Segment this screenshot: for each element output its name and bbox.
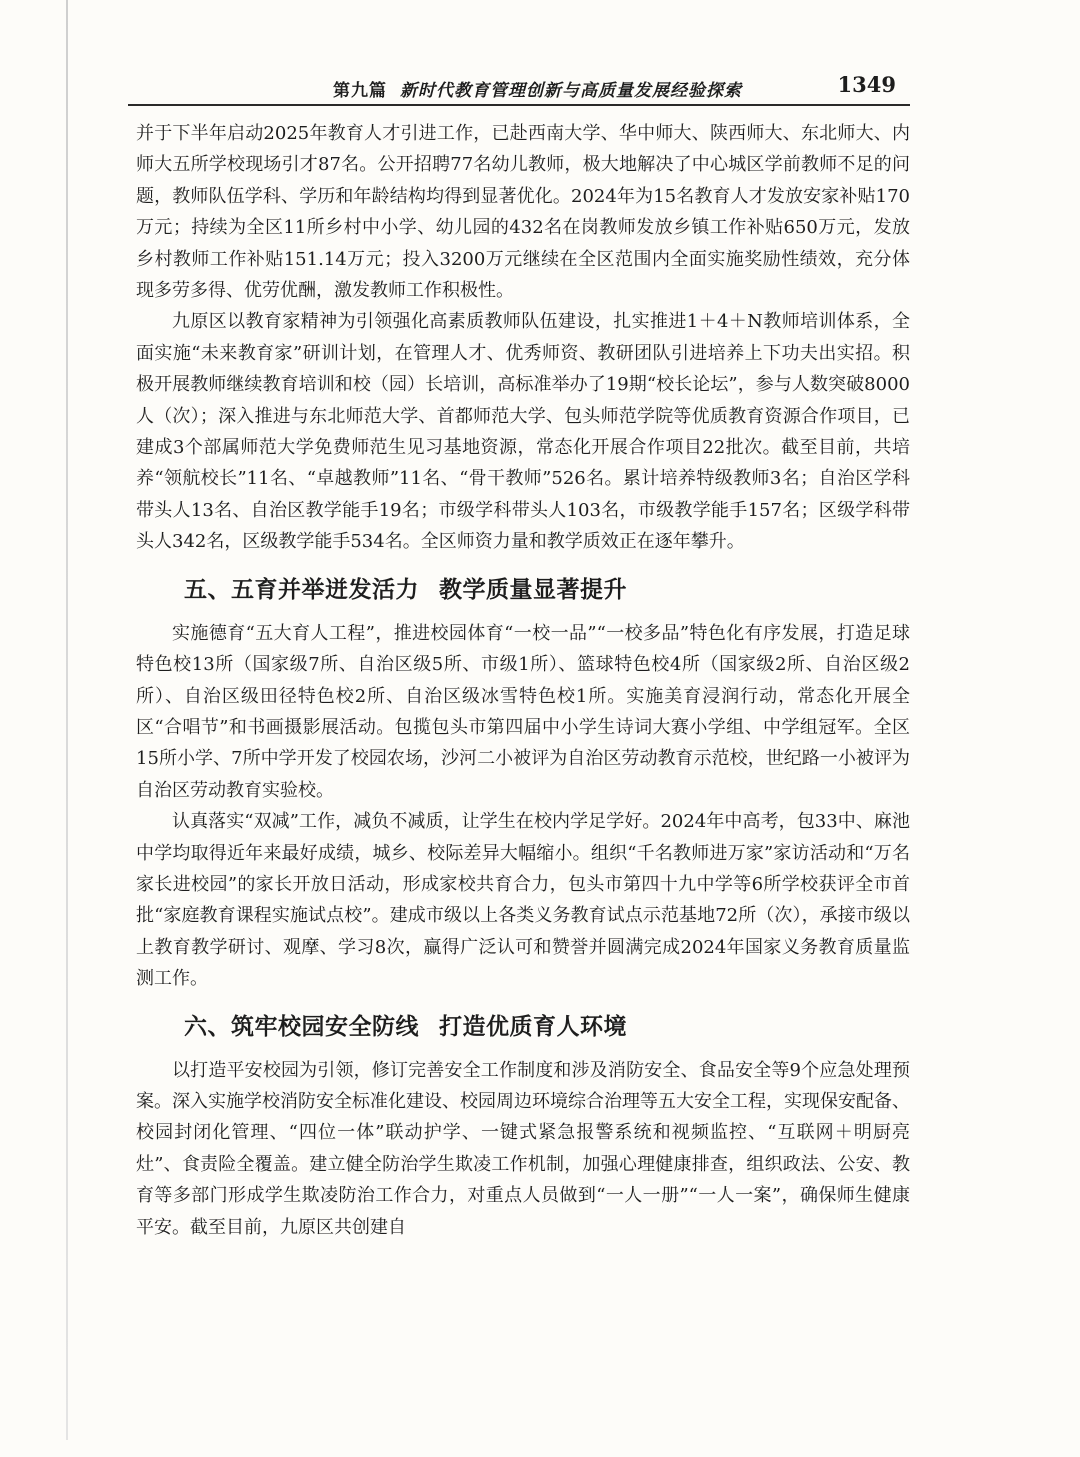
- section-heading-five-part2: 教学质量显著提升: [439, 576, 627, 603]
- running-header: [128, 64, 910, 106]
- section-heading-six-part2: 打造优质育人环境: [439, 1013, 627, 1040]
- section-heading-six-part1: 六、筑牢校园安全防线: [184, 1013, 419, 1040]
- paragraph-five-education: 实施德育“五大育人工程”，推进校园体育“一校一品”“一校多品”特色化有序发展，打造足球特色校13所（国家级7所、自治区级5所、市级1所）、篮球特色校4所（国家级2所、自治区级2所）、自治区级田径特色校2所、自治区级冰雪特色校1所。实施美育浸润行动，常态化开展全区“合唱节”和书画摄影展活动。包揽包头市第四届中小学生诗词大赛小学组、中学组冠军。全区15所小学、7所中学开发了校园农场，沙河二小被评为自治区劳动教育示范校，世纪路一小被评为自治区劳动教育实验校。: [136, 622, 910, 801]
- body-text: [136, 118, 910, 1243]
- section-heading-six: [136, 1011, 910, 1043]
- header-title: 新时代教育管理创新与高质量发展经验探索: [400, 81, 742, 101]
- paragraph-double-reduction: 认真落实“双减”工作，减负不减质，让学生在校内学足学好。2024年中高考，包33中、麻池中学均取得近年来最好成绩，城乡、校际差异大幅缩小。组织“千名教师进万家”家访活动和“万名家长进校园”的家长开放日活动，形成家校共育合力，包头市第四十九中学等6所学校获评全市首批“家庭教育课程实施试点校”。建成市级以上各类义务教育试点示范基地72所（次），承接市级以上教育教学研讨、观摩、学习8次，赢得广泛认可和赞誉并圆满完成2024年国家义务教育质量监测工作。: [136, 811, 910, 990]
- section-heading-five: [136, 574, 910, 606]
- page-number: 1349: [837, 72, 896, 97]
- paragraph-talent-recruitment: 并于下半年启动2025年教育人才引进工作，已赴西南大学、华中师大、陕西师大、东北师大、内师大五所学校现场引才87名。公开招聘77名幼儿教师，极大地解决了中心城区学前教师不足的问题，教师队伍学科、学历和年龄结构均得到显著优化。2024年为15名教育人才发放安家补贴170万元；持续为全区11所乡村中小学、幼儿园的432名在岗教师发放乡镇工作补贴650万元，发放乡村教师工作补贴151.14万元；投入3200万元继续在全区范围内全面实施奖励性绩效，充分体现多劳多得、优劳优酬，激发教师工作积极性。: [136, 123, 910, 302]
- paragraph-teacher-training: 九原区以教育家精神为引领强化高素质教师队伍建设，扎实推进1＋4＋N教师培训体系，全面实施“未来教育家”研训计划，在管理人才、优秀师资、教研团队引进培养上下功夫出实招。积极开展教师继续教育培训和校（园）长培训，高标准举办了19期“校长论坛”，参与人数突破8000人（次）；深入推进与东北师范大学、首都师范大学、包头师范学院等优质教育资源合作项目，已建成3个部属师范大学免费师范生见习基地资源，常态化开展合作项目22批次。截至目前，共培养“领航校长”11名、“卓越教师”11名、“骨干教师”526名。累计培养特级教师3名；自治区学科带头人13名、自治区教学能手19名；市级学科带头人103名，市级教学能手157名；区级学科带头人342名，区级教学能手534名。全区师资力量和教学质效正在逐年攀升。: [136, 311, 910, 553]
- header-section-label: 第九篇: [333, 81, 387, 101]
- section-heading-five-part1: 五、五育并举迸发活力: [184, 576, 419, 603]
- page-edge-shadow: [66, 0, 68, 1440]
- paragraph-campus-safety: 以打造平安校园为引领，修订完善安全工作制度和涉及消防安全、食品安全等9个应急处理预案。深入实施学校消防安全标准化建设、校园周边环境综合治理等五大安全工程，实现保安配备、校园封闭化管理、“四位一体”联动护学、一键式紧急报警系统和视频监控、“互联网＋明厨亮灶”、食责险全覆盖。建立健全防治学生欺凌工作机制，加强心理健康排查，组织政法、公安、教育等多部门形成学生欺凌防治工作合力，对重点人员做到“一人一册”“一人一案”，确保师生健康平安。截至目前，九原区共创建自: [136, 1059, 910, 1238]
